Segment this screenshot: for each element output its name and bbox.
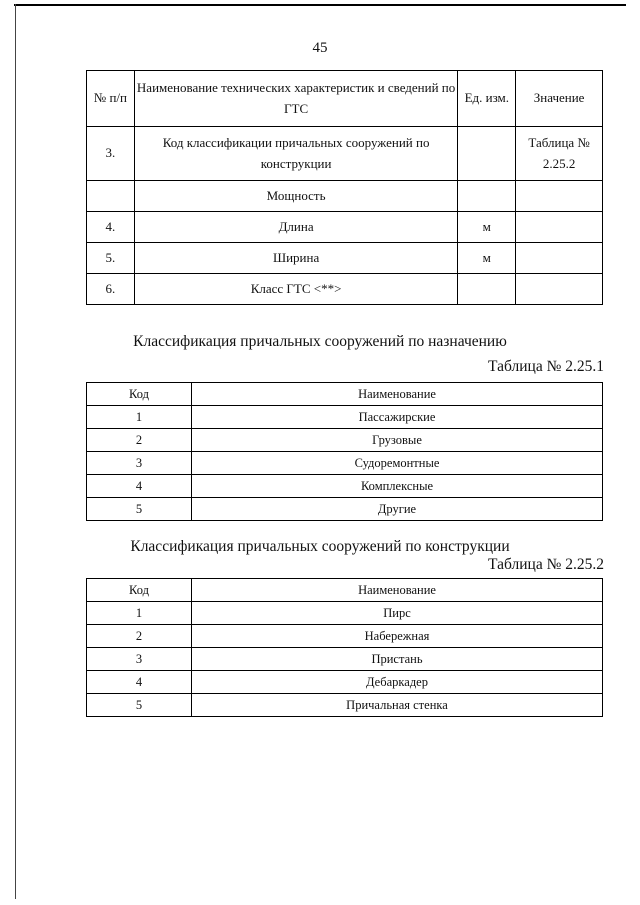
table-header-row xyxy=(87,383,603,406)
row-num: 6. xyxy=(87,274,135,305)
row-name: Причальная стенка xyxy=(192,694,603,717)
header-num: № п/п xyxy=(87,71,135,127)
row-value xyxy=(516,212,603,243)
table-row xyxy=(87,498,603,521)
table-row xyxy=(87,475,603,498)
row-name: Пассажирские xyxy=(192,406,603,429)
row-num: 3. xyxy=(87,127,135,181)
table-row xyxy=(87,625,603,648)
row-code: 2 xyxy=(87,429,192,452)
page-top-edge xyxy=(14,4,626,6)
row-name: Комплексные xyxy=(192,475,603,498)
construction-classification-table xyxy=(86,578,603,717)
purpose-classification-table xyxy=(86,382,603,521)
page-left-edge xyxy=(15,4,16,899)
row-name: Набережная xyxy=(192,625,603,648)
row-unit: м xyxy=(458,212,516,243)
header-unit: Ед. изм. xyxy=(458,71,516,127)
row-num xyxy=(87,181,135,212)
row-name: Дебаркадер xyxy=(192,671,603,694)
row-code: 3 xyxy=(87,452,192,475)
row-value: Таблица № 2.25.2 xyxy=(516,127,603,181)
row-name: Мощность xyxy=(134,181,458,212)
header-value: Значение xyxy=(516,71,603,127)
row-code: 1 xyxy=(87,602,192,625)
table-header-row xyxy=(87,579,603,602)
row-name: Пристань xyxy=(192,648,603,671)
table-row xyxy=(87,671,603,694)
table-1-ref: Таблица № 2.25.1 xyxy=(488,358,604,375)
page-number: 45 xyxy=(312,40,328,56)
row-name: Грузовые xyxy=(192,429,603,452)
row-code: 4 xyxy=(87,475,192,498)
row-unit xyxy=(458,181,516,212)
table-row xyxy=(87,181,603,212)
header-code: Код xyxy=(87,383,192,406)
row-value xyxy=(516,181,603,212)
table-row xyxy=(87,694,603,717)
row-unit xyxy=(458,274,516,305)
table-row xyxy=(87,452,603,475)
table-2-title: Классификация причальных сооружений по конструкции xyxy=(130,538,510,555)
row-num: 5. xyxy=(87,243,135,274)
row-value xyxy=(516,274,603,305)
table-row xyxy=(87,127,603,181)
row-name: Ширина xyxy=(134,243,458,274)
row-name: Другие xyxy=(192,498,603,521)
row-code: 3 xyxy=(87,648,192,671)
row-name: Пирс xyxy=(192,602,603,625)
row-name: Судоремонтные xyxy=(192,452,603,475)
table-row xyxy=(87,212,603,243)
row-value xyxy=(516,243,603,274)
row-code: 5 xyxy=(87,498,192,521)
table-row xyxy=(87,406,603,429)
row-code: 5 xyxy=(87,694,192,717)
header-name: Наименование xyxy=(192,383,603,406)
row-unit xyxy=(458,127,516,181)
table-row xyxy=(87,648,603,671)
row-num: 4. xyxy=(87,212,135,243)
table-2-ref: Таблица № 2.25.2 xyxy=(488,556,604,573)
table-row xyxy=(87,274,603,305)
row-name: Длина xyxy=(134,212,458,243)
row-name: Класс ГТС <**> xyxy=(134,274,458,305)
table-row xyxy=(87,602,603,625)
row-unit: м xyxy=(458,243,516,274)
row-code: 2 xyxy=(87,625,192,648)
table-row xyxy=(87,243,603,274)
table-1-title: Классификация причальных сооружений по назначению xyxy=(133,333,507,350)
table-header-row xyxy=(87,71,603,127)
row-code: 4 xyxy=(87,671,192,694)
header-name: Наименование технических характеристик и сведений по ГТС xyxy=(134,71,458,127)
characteristics-table xyxy=(86,70,603,305)
header-code: Код xyxy=(87,579,192,602)
header-name: Наименование xyxy=(192,579,603,602)
row-name: Код классификации причальных сооружений по конструкции xyxy=(134,127,458,181)
row-code: 1 xyxy=(87,406,192,429)
table-row xyxy=(87,429,603,452)
